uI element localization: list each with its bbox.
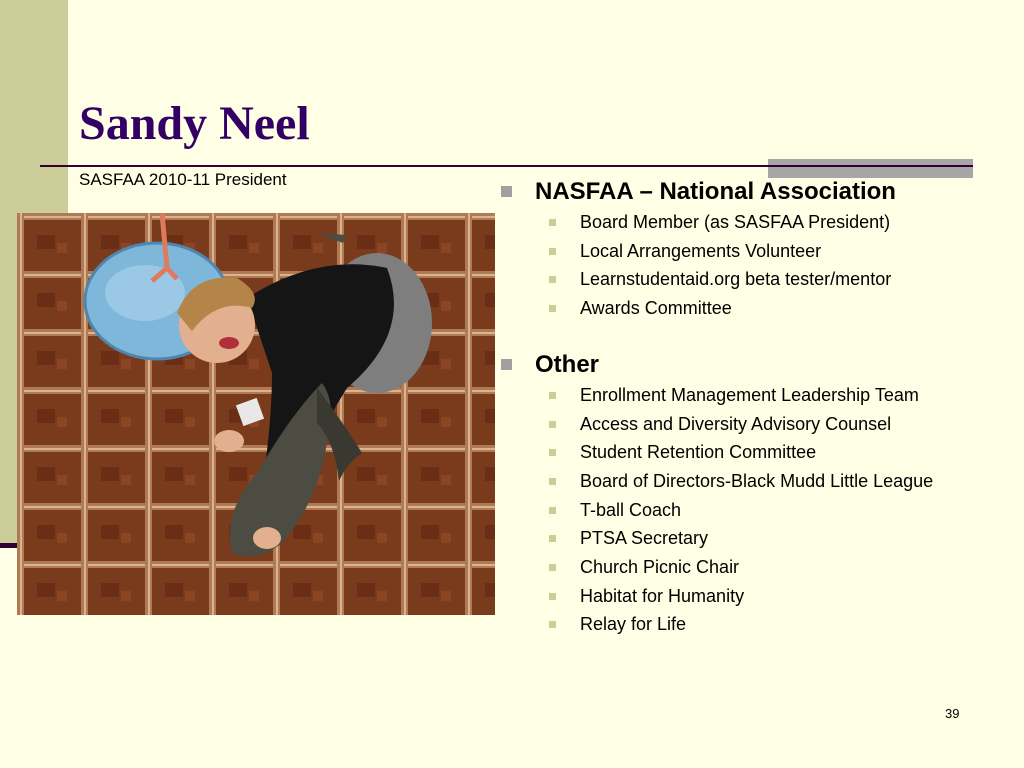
square-bullet-icon <box>501 186 512 197</box>
list-item-text: Student Retention Committee <box>580 442 817 463</box>
square-bullet-icon <box>549 564 556 571</box>
list-item-text: Local Arrangements Volunteer <box>580 240 822 261</box>
list-item-text: Enrollment Management Leadership Team <box>580 384 919 405</box>
square-bullet-icon <box>549 535 556 542</box>
list-item <box>498 438 998 467</box>
section-heading-text: Other <box>535 350 600 378</box>
list-item <box>498 496 998 525</box>
list-item-text: Church Picnic Chair <box>580 557 740 578</box>
list-item-text: Access and Diversity Advisory Counsel <box>580 413 892 434</box>
list-item-text: PTSA Secretary <box>580 528 709 549</box>
bullet-list <box>498 381 998 639</box>
square-bullet-icon <box>549 507 556 514</box>
section-nasfaa <box>498 176 998 323</box>
list-item-text: Board Member (as SASFAA President) <box>580 212 891 232</box>
slide-title: Sandy Neel <box>79 97 310 150</box>
square-bullet-icon <box>549 593 556 600</box>
list-item-text: Relay for Life <box>580 614 687 635</box>
list-item-text: Awards Committee <box>580 298 732 319</box>
list-item-text: Learnstudentaid.org beta tester/mentor <box>580 269 892 290</box>
page-number: 39 <box>945 706 960 721</box>
list-item <box>498 553 998 582</box>
list-item <box>498 524 998 553</box>
bullet-list <box>498 208 998 323</box>
square-bullet-icon <box>549 421 556 428</box>
square-bullet-icon <box>549 219 556 226</box>
list-item <box>498 610 998 639</box>
list-item <box>498 265 998 294</box>
square-bullet-icon <box>549 621 556 628</box>
section-heading-text: NASFAA – National Association <box>535 178 896 205</box>
list-item-text: T-ball Coach <box>580 499 682 520</box>
square-bullet-icon <box>549 305 556 312</box>
list-item <box>498 237 998 266</box>
list-item <box>498 294 998 323</box>
content-area <box>498 176 998 639</box>
photo-woman-with-alligator <box>17 213 495 615</box>
square-bullet-icon <box>549 248 556 255</box>
square-bullet-icon <box>549 276 556 283</box>
title-rule <box>40 165 973 167</box>
list-item-text: Board of Directors-Black Mudd Little League <box>580 470 934 491</box>
section-heading <box>498 349 998 381</box>
slide-subtitle: SASFAA 2010-11 President <box>79 170 287 189</box>
list-item <box>498 208 998 237</box>
list-item <box>498 410 998 439</box>
list-item <box>498 582 998 611</box>
section-other <box>498 349 998 639</box>
square-bullet-icon <box>501 359 512 370</box>
list-item-text: Habitat for Humanity <box>580 585 745 606</box>
square-bullet-icon <box>549 449 556 456</box>
list-item <box>498 381 998 410</box>
section-heading <box>498 176 998 208</box>
square-bullet-icon <box>549 392 556 399</box>
square-bullet-icon <box>549 478 556 485</box>
list-item <box>498 467 998 496</box>
